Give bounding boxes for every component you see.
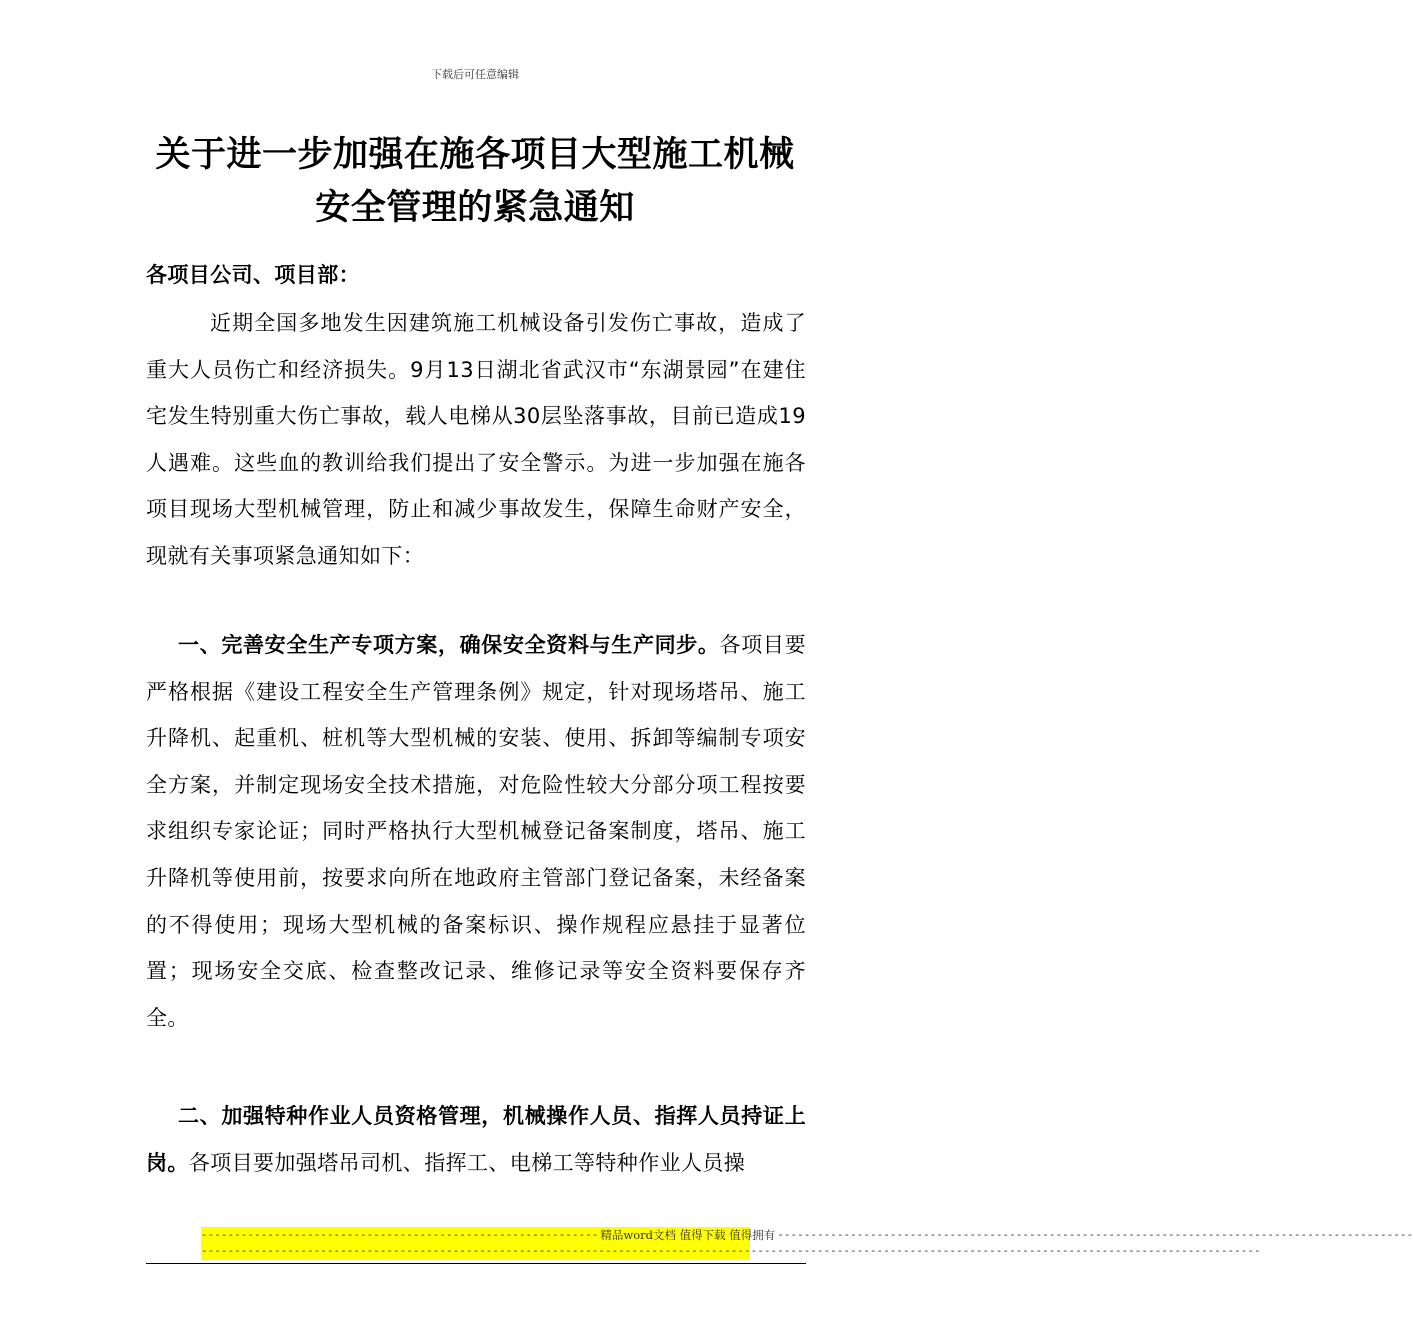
header-note: 下载后可任意编辑	[431, 68, 519, 81]
section-1-paragraph	[146, 622, 806, 1041]
document-title	[0, 128, 950, 234]
footer-dash-right: ------------------------------------------------------------------------------------------------	[777, 1228, 1413, 1241]
footer-dash-left: ------------------------------------------------------------	[201, 1228, 599, 1241]
section-2-heading: 二、加强特种作业人员资格管理，机械操作人员、指挥人员持证上岗。	[146, 1104, 806, 1175]
section-1-heading: 一、完善安全生产专项方案，确保安全资料与生产同步。	[178, 633, 720, 657]
title-line-2: 安全管理的紧急通知	[315, 187, 635, 228]
footer-banner	[201, 1227, 1413, 1260]
section-2-paragraph	[146, 1093, 806, 1186]
salutation: 各项目公司、项目部：	[146, 263, 360, 287]
footer-dash-line: ----------------------------------------------------------------------------------------------------------------------------------------------------------------	[201, 1244, 1261, 1257]
footer-label: 精品word文档 值得下载 值得拥有	[600, 1228, 776, 1242]
intro-paragraph: 近期全国多地发生因建筑施工机械设备引发伤亡事故，造成了重大人员伤亡和经济损失。9月13日湖北省武汉市“东湖景园”在建住宅发生特别重大伤亡事故，载人电梯从30层坠落事故，目前已造成19人遇难。这些血的教训给我们提出了安全警示。为进一步加强在施各项目现场大型机械管理，防止和减少事故发生，保障生命财产安全，现就有关事项紧急通知如下：	[146, 311, 806, 568]
title-line-1: 关于进一步加强在施各项目大型施工机械	[155, 134, 795, 175]
footer-rule	[146, 1263, 806, 1264]
section-2-text: 各项目要加强塔吊司机、指挥工、电梯工等特种作业人员操	[188, 1150, 746, 1175]
section-1-text: 各项目要严格根据《建设工程安全生产管理条例》规定，针对现场塔吊、施工升降机、起重机、桩机等大型机械的安装、使用、拆卸等编制专项安全方案，并制定现场安全技术措施，对危险性较大分部分项工程按要求组织专家论证；同时严格执行大型机械登记备案制度，塔吊、施工升降机等使用前，按要求向所在地政府主管部门登记备案，未经备案的不得使用；现场大型机械的备案标识、操作规程应悬挂于显著位置；现场安全交底、检查整改记录、维修记录等安全资料要保存齐全。	[146, 633, 807, 1030]
